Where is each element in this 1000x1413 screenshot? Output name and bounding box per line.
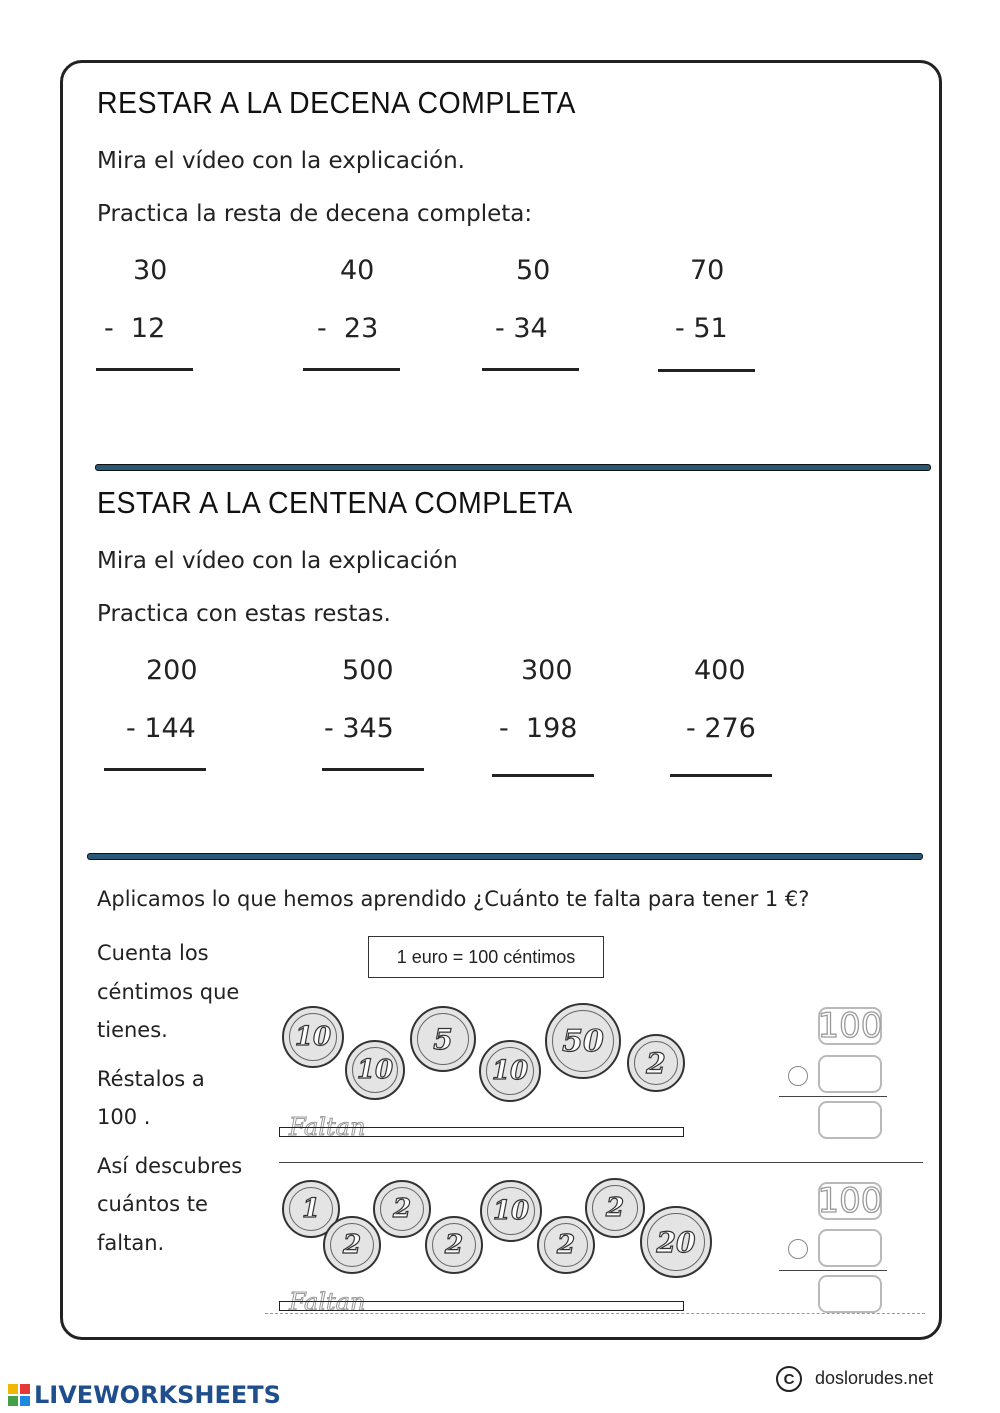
s3-row2-cents-input[interactable] <box>818 1229 882 1267</box>
coin-value: 10 <box>294 1022 332 1052</box>
step-line: céntimos que <box>97 979 240 1004</box>
minus-sign-icon <box>788 1066 808 1086</box>
coin-value: 1 <box>301 1194 321 1224</box>
s3-row1-sum-line <box>779 1096 887 1097</box>
coin-value: 50 <box>562 1023 604 1059</box>
coin-10-cent <box>480 1180 542 1242</box>
coin-2-cent <box>323 1216 381 1274</box>
s2-problem2-subtrahend: - 345 <box>324 713 394 744</box>
site-credit[interactable]: doslorudes.net <box>815 1368 934 1388</box>
coin-2-cent <box>373 1180 431 1238</box>
coin-value: 2 <box>444 1230 464 1260</box>
liveworksheets-brand[interactable]: LIVEWORKSHEETS <box>34 1381 281 1409</box>
coin-20-cent <box>640 1206 712 1278</box>
s1-problem1-subtrahend: - 12 <box>104 313 166 344</box>
dotted-guide-line <box>265 1313 925 1314</box>
coin-value: 2 <box>392 1194 412 1224</box>
euro-conversion-note: 1 euro = 100 céntimos <box>368 936 604 978</box>
s2-problem3-subtrahend: - 198 <box>499 713 578 744</box>
s1-problem1-answer-line[interactable] <box>96 368 193 371</box>
s2-problem4-answer-line[interactable] <box>670 774 772 777</box>
s1-problem4-minuend: 70 <box>690 255 725 286</box>
s1-problem2-subtrahend: - 23 <box>317 313 379 344</box>
coin-2-cent <box>627 1034 685 1092</box>
s2-problem4-subtrahend: - 276 <box>686 713 756 744</box>
copyright-icon: C <box>776 1366 802 1392</box>
coin-5-cent <box>410 1006 476 1072</box>
step-line: Réstalos a <box>97 1066 205 1091</box>
coin-value: 2 <box>556 1230 576 1260</box>
minus-sign-icon <box>788 1239 808 1259</box>
section1-title: RESTAR A LA DECENA COMPLETA <box>97 85 576 120</box>
step-line: 100 . <box>97 1105 151 1129</box>
s2-problem2-answer-line[interactable] <box>322 768 424 771</box>
s1-problem1-minuend: 30 <box>133 255 168 286</box>
step-line: Así descubres <box>97 1153 243 1178</box>
coin-value: 2 <box>342 1230 362 1260</box>
coin-value: 5 <box>433 1022 453 1056</box>
section3-question: Aplicamos lo que hemos aprendido ¿Cuánto te falta para tener 1 €? <box>97 887 810 911</box>
s1-problem3-subtrahend: - 34 <box>495 313 548 344</box>
section3-steps <box>97 934 242 1262</box>
liveworksheets-logo-icon <box>8 1384 30 1406</box>
section2-instruction-practice: Practica con estas restas. <box>97 601 391 627</box>
section-divider-1 <box>95 464 931 471</box>
s1-problem3-answer-line[interactable] <box>482 368 579 371</box>
s3-row2-faltan-label: Faltan <box>289 1288 366 1316</box>
s1-problem2-minuend: 40 <box>340 255 375 286</box>
s2-problem1-subtrahend: - 144 <box>126 713 196 744</box>
s2-problem2-minuend: 500 <box>342 655 394 686</box>
s3-row1-faltan-label: Faltan <box>289 1113 366 1141</box>
coin-2-cent <box>537 1216 595 1274</box>
s1-problem4-subtrahend: - 51 <box>675 313 728 344</box>
s1-problem2-answer-line[interactable] <box>303 368 400 371</box>
section2-instruction-video: Mira el vídeo con la explicación <box>97 548 458 574</box>
s3-row1-faltan-answer[interactable] <box>279 1127 684 1137</box>
s2-problem3-answer-line[interactable] <box>492 774 594 777</box>
step-line: tienes. <box>97 1018 168 1042</box>
coin-value: 20 <box>656 1225 696 1259</box>
coin-value: 2 <box>646 1046 666 1080</box>
s3-row2-faltan-answer[interactable] <box>279 1301 684 1311</box>
section1-instruction-practice: Practica la resta de decena completa: <box>97 201 533 227</box>
coin-10-cent <box>479 1040 541 1102</box>
section3-row-separator <box>279 1162 923 1163</box>
coin-value: 10 <box>491 1056 529 1086</box>
step-line: Cuenta los <box>97 941 209 965</box>
coin-value: 10 <box>492 1196 530 1226</box>
s3-row2-result-input[interactable] <box>818 1275 882 1313</box>
coin-value: 10 <box>356 1055 394 1085</box>
s2-problem3-minuend: 300 <box>521 655 573 686</box>
section-divider-2 <box>87 853 923 860</box>
s3-row2-sum-line <box>779 1270 887 1271</box>
section2-title: ESTAR A LA CENTENA COMPLETA <box>97 485 573 520</box>
coin-2-cent <box>585 1178 645 1238</box>
coin-50-cent <box>545 1003 621 1079</box>
coin-value: 2 <box>605 1193 625 1223</box>
step-line: cuántos te <box>97 1192 208 1216</box>
s2-problem1-answer-line[interactable] <box>104 768 206 771</box>
s1-problem4-answer-line[interactable] <box>658 369 755 372</box>
s3-row1-cents-input[interactable] <box>818 1055 882 1093</box>
s1-problem3-minuend: 50 <box>516 255 551 286</box>
coin-10-cent <box>345 1040 405 1100</box>
s3-row1-result-input[interactable] <box>818 1101 882 1139</box>
step-line: faltan. <box>97 1230 165 1255</box>
s3-row1-hundred-box: 100 <box>817 1006 883 1046</box>
s2-problem4-minuend: 400 <box>694 655 746 686</box>
coin-10-cent <box>282 1006 344 1068</box>
s2-problem1-minuend: 200 <box>146 655 198 686</box>
section1-instruction-video: Mira el vídeo con la explicación. <box>97 148 465 174</box>
coin-2-cent <box>425 1216 483 1274</box>
s3-row2-hundred-box: 100 <box>817 1181 883 1221</box>
